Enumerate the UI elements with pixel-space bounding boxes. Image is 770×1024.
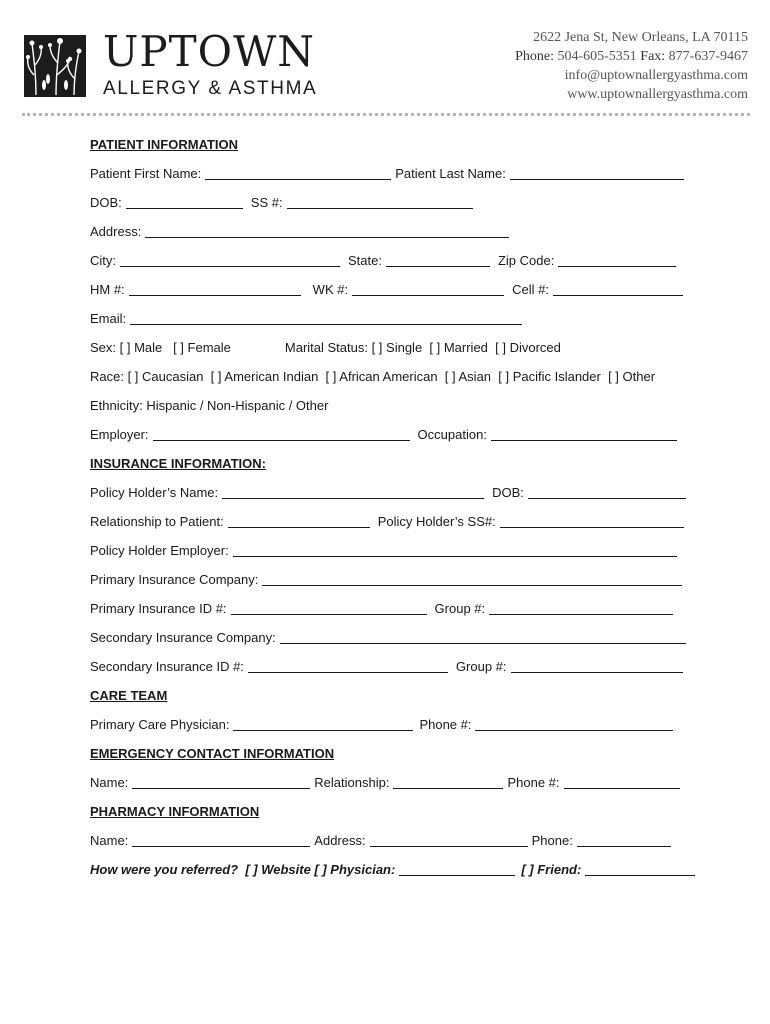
policy-holder-name-field[interactable] [222, 486, 484, 499]
primary-group-field[interactable] [489, 602, 673, 615]
relationship-row [90, 510, 684, 530]
email-field[interactable] [130, 312, 522, 325]
marital-status-options[interactable]: Marital Status: [ ] Single [ ] Married [ ] Divorced [284, 340, 561, 355]
policy-holder-employer-field[interactable] [233, 544, 677, 557]
last-name-label: Patient Last Name: [395, 166, 506, 181]
secondary-company-row [90, 626, 686, 646]
name-row [90, 162, 684, 182]
policy-holder-dob-label: DOB: [492, 485, 524, 500]
secondary-id-field[interactable] [248, 660, 448, 673]
sex-marital-row [90, 336, 561, 356]
secondary-id-row [90, 655, 683, 675]
contact-block [515, 28, 748, 104]
pharmacy-row [90, 829, 671, 849]
physician-field[interactable] [233, 718, 413, 731]
primary-group-label: Group #: [434, 601, 486, 616]
pharmacy-name-label: Name: [90, 833, 129, 848]
employer-row [90, 423, 677, 443]
sex-options[interactable]: Sex: [ ] Male [ ] Female [90, 340, 231, 355]
secondary-company-label: Secondary Insurance Company: [90, 630, 276, 645]
care-team-heading-row [90, 684, 167, 704]
last-name-field[interactable] [510, 167, 684, 180]
emergency-name-field[interactable] [132, 776, 310, 789]
cell-phone-label: Cell #: [512, 282, 549, 297]
state-label: State: [348, 253, 382, 268]
address-label: Address: [90, 224, 142, 239]
pharmacy-address-label: Address: [314, 833, 366, 848]
ss-label: SS #: [250, 195, 283, 210]
first-name-label: Patient First Name: [90, 166, 202, 181]
phone-label: Phone: [515, 49, 554, 64]
city-field[interactable] [120, 254, 340, 267]
work-phone-field[interactable] [352, 283, 504, 296]
occupation-field[interactable] [491, 428, 677, 441]
policy-holder-name-label: Policy Holder’s Name: [90, 485, 219, 500]
physician-phone-field[interactable] [475, 718, 673, 731]
primary-company-label: Primary Insurance Company: [90, 572, 259, 587]
employer-field[interactable] [153, 428, 410, 441]
address-row [90, 220, 509, 240]
occupation-label: Occupation: [417, 427, 487, 442]
physician-phone-label: Phone #: [419, 717, 472, 732]
ss-field[interactable] [287, 196, 473, 209]
home-phone-label: HM #: [90, 282, 125, 297]
phone-number: 504-605-5351 [557, 49, 637, 64]
referral-question[interactable]: How were you referred? [ ] Website [ ] Physician: [90, 862, 396, 877]
pharmacy-heading-row [90, 800, 259, 820]
policy-holder-dob-field[interactable] [528, 486, 686, 499]
clinic-email: info@uptownallergyasthma.com [564, 68, 748, 83]
phone-fax-line [515, 47, 748, 66]
emergency-relationship-field[interactable] [393, 776, 503, 789]
ethnicity-row [90, 394, 328, 414]
secondary-company-field[interactable] [280, 631, 686, 644]
logo-plant-icon [24, 35, 86, 97]
secondary-id-label: Secondary Insurance ID #: [90, 659, 244, 674]
pharmacy-phone-field[interactable] [577, 834, 671, 847]
insurance-heading-row [90, 452, 266, 472]
home-phone-field[interactable] [129, 283, 301, 296]
policy-holder-ss-field[interactable] [500, 515, 684, 528]
emergency-relationship-label: Relationship: [314, 775, 390, 790]
emergency-row [90, 771, 680, 791]
zip-label: Zip Code: [497, 253, 555, 268]
policy-employer-row [90, 539, 677, 559]
first-name-field[interactable] [205, 167, 391, 180]
pharmacy-name-field[interactable] [132, 834, 310, 847]
referral-row [90, 858, 695, 878]
pharmacy-address-field[interactable] [370, 834, 528, 847]
brand-subtitle: ALLERGY & ASTHMA [103, 78, 318, 99]
physician-row [90, 713, 673, 733]
primary-id-row [90, 597, 673, 617]
dob-field[interactable] [126, 196, 243, 209]
city-label: City: [90, 253, 116, 268]
emergency-name-label: Name: [90, 775, 129, 790]
letterhead [0, 0, 770, 120]
secondary-group-field[interactable] [511, 660, 683, 673]
employer-label: Employer: [90, 427, 149, 442]
dob-ss-row [90, 191, 473, 211]
policy-holder-ss-label: Policy Holder’s SS#: [377, 514, 496, 529]
address-field[interactable] [145, 225, 509, 238]
insurance-information-heading: INSURANCE INFORMATION: [90, 456, 266, 471]
email-label: Email: [90, 311, 127, 326]
race-row [90, 365, 655, 385]
dob-label: DOB: [90, 195, 122, 210]
primary-id-field[interactable] [231, 602, 427, 615]
emergency-phone-field[interactable] [564, 776, 680, 789]
work-phone-label: WK #: [312, 282, 349, 297]
policy-holder-row [90, 481, 686, 501]
primary-id-label: Primary Insurance ID #: [90, 601, 227, 616]
patient-heading-row [90, 133, 238, 153]
policy-holder-employer-label: Policy Holder Employer: [90, 543, 229, 558]
state-field[interactable] [386, 254, 490, 267]
referral-physician-field[interactable] [399, 863, 515, 876]
clinic-address: 2622 Jena St, New Orleans, LA 70115 [533, 30, 748, 45]
ethnicity-options[interactable]: Ethnicity: Hispanic / Non-Hispanic / Other [90, 398, 329, 413]
referral-friend-field[interactable] [585, 863, 695, 876]
pharmacy-heading: PHARMACY INFORMATION [90, 804, 260, 819]
email-row [90, 307, 522, 327]
brand-name: UPTOWN [103, 27, 316, 76]
relationship-label: Relationship to Patient: [90, 514, 224, 529]
care-team-heading: CARE TEAM [90, 688, 168, 703]
referral-friend-label[interactable]: [ ] Friend: [521, 862, 582, 877]
emergency-heading-row [90, 742, 334, 762]
phone-row [90, 278, 683, 298]
emergency-contact-heading: EMERGENCY CONTACT INFORMATION [90, 746, 335, 761]
patient-information-heading: PATIENT INFORMATION [90, 137, 239, 152]
cell-phone-field[interactable] [553, 283, 683, 296]
primary-company-row [90, 568, 682, 588]
emergency-phone-label: Phone #: [507, 775, 560, 790]
race-options[interactable]: Race: [ ] Caucasian [ ] American Indian [ ] African American [ ] Asian [ ] Pacific Islander [ ] Other [90, 369, 656, 384]
fax-label: Fax: [640, 49, 666, 64]
zip-field[interactable] [558, 254, 676, 267]
clinic-website: www.uptownallergyasthma.com [567, 87, 748, 102]
relationship-field[interactable] [228, 515, 370, 528]
secondary-group-label: Group #: [455, 659, 507, 674]
city-row [90, 249, 676, 269]
fax-number: 877-637-9467 [668, 49, 748, 64]
physician-label: Primary Care Physician: [90, 717, 230, 732]
pharmacy-phone-label: Phone: [531, 833, 573, 848]
primary-company-field[interactable] [262, 573, 682, 586]
dotted-divider [22, 113, 750, 116]
